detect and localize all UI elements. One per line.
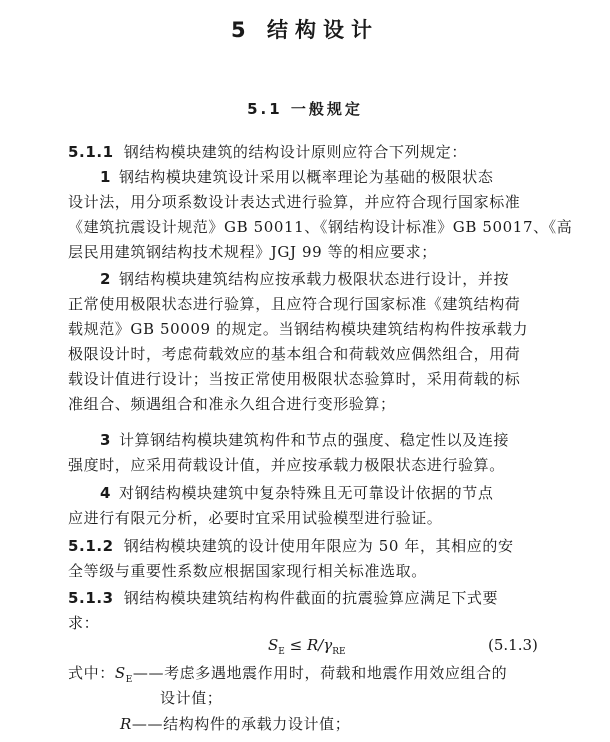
where-r-line xyxy=(120,713,350,734)
se-description: ——考虑多遇地震作用时，荷载和地震作用效应组合的 xyxy=(132,664,508,682)
formula-lhs-sub: E xyxy=(278,647,285,657)
item-1-line-1 xyxy=(100,165,590,189)
item-3-line-2: 强度时，应采用荷载设计值，并应按承载力极限状态进行验算。 xyxy=(68,456,505,474)
where-prefix: 式中： xyxy=(68,664,115,682)
item-2-line-5: 载设计值进行设计；当按正常使用极限状态验算时，采用荷载的标 xyxy=(68,370,521,388)
item-2-line-1 xyxy=(100,267,590,291)
formula-operator: ≤ R/γ xyxy=(284,636,333,654)
clause-text: 钢结构模块建筑结构构件截面的抗震验算应满足下式要 xyxy=(123,589,499,607)
item-2-line-3: 载规范》GB 50009 的规定。当钢结构模块建筑结构构件按承载力 xyxy=(68,320,529,338)
clause-5-1-2-line-1 xyxy=(68,534,588,558)
formula-rhs-sub: RE xyxy=(332,647,346,657)
clause-number: 5.1.2 xyxy=(68,537,114,555)
se-subscript: E xyxy=(125,675,133,685)
r-symbol: R xyxy=(120,715,132,733)
where-se-line-2: 设计值； xyxy=(160,689,223,707)
item-number: 4 xyxy=(100,484,112,502)
clause-number: 5.1.3 xyxy=(68,589,114,607)
item-1-line-4: 层民用建筑钢结构技术规程》JGJ 99 等的相应要求； xyxy=(68,243,437,261)
item-4-line-1 xyxy=(100,481,590,505)
item-number: 1 xyxy=(100,168,112,186)
clause-5-1-2-line-2: 全等级与重要性系数应根据国家现行相关标准选取。 xyxy=(68,562,427,580)
formula-5-1-3 xyxy=(268,636,346,657)
item-2-line-2: 正常使用极限状态进行验算，且应符合现行国家标准《建筑结构荷 xyxy=(68,295,521,313)
clause-text: 钢结构模块建筑的结构设计原则应符合下列规定： xyxy=(123,143,467,161)
item-1-line-3: 《建筑抗震设计规范》GB 50011、《钢结构设计标准》GB 50017、《高 xyxy=(68,218,573,236)
item-number: 2 xyxy=(100,270,112,288)
item-text: 钢结构模块建筑设计采用以概率理论为基础的极限状态 xyxy=(119,168,494,186)
clause-5-1-1-head xyxy=(68,140,588,164)
item-2-line-4: 极限设计时，考虑荷载效应的基本组合和荷载效应偶然组合，用荷 xyxy=(68,345,521,363)
item-number: 3 xyxy=(100,431,112,449)
clause-text: 钢结构模块建筑的设计使用年限应为 50 年，其相应的安 xyxy=(123,537,514,555)
r-description: ——结构构件的承载力设计值； xyxy=(131,715,351,733)
item-text: 钢结构模块建筑结构应按承载力极限状态进行设计，并按 xyxy=(119,270,510,288)
formula-lhs: S xyxy=(268,636,279,654)
formula-number: (5.1.3) xyxy=(488,636,538,654)
section-title: 5.1 一般规定 xyxy=(247,100,363,118)
item-text: 计算钢结构模块建筑构件和节点的强度、稳定性以及连接 xyxy=(119,431,510,449)
clause-number: 5.1.1 xyxy=(68,143,114,161)
item-3-line-1 xyxy=(100,428,590,452)
item-4-line-2: 应进行有限元分析，必要时宜采用试验模型进行验证。 xyxy=(68,509,443,527)
clause-5-1-3-line-1 xyxy=(68,586,588,610)
item-text: 对钢结构模块建筑中复杂特殊且无可靠设计依据的节点 xyxy=(119,484,494,502)
item-2-line-6: 准组合、频遇组合和准永久组合进行变形验算； xyxy=(68,395,396,413)
se-symbol: S xyxy=(114,664,126,682)
where-se-line-1 xyxy=(68,662,507,685)
chapter-title: 5 结构设计 xyxy=(231,18,379,42)
item-1-line-2: 设计法，用分项系数设计表达式进行验算，并应符合现行国家标准 xyxy=(68,193,521,211)
clause-5-1-3-line-2: 求： xyxy=(68,614,100,632)
